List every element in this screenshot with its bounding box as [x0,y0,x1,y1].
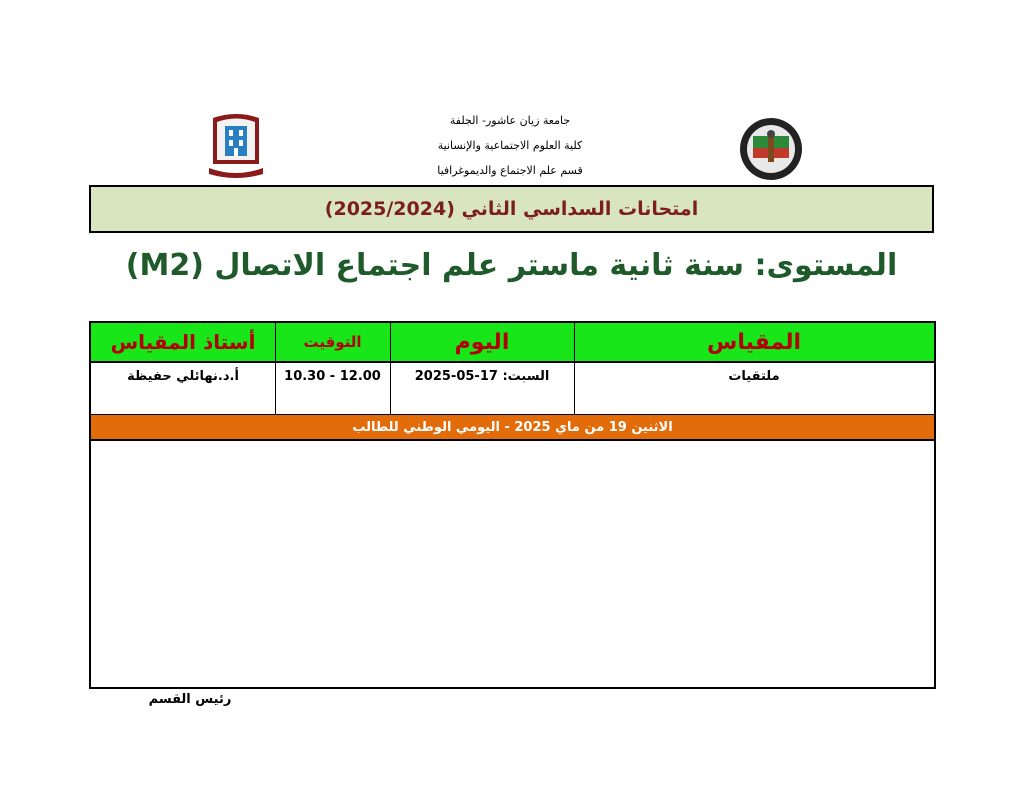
header-day: اليوم [454,329,510,355]
department-name: قسم علم الاجتماع والديموغرافيا [437,164,583,177]
faculty-logo [205,112,267,180]
cell-time: 10.30 - 12.00 [284,369,381,384]
cell-professor: أ.د.نهائلي حفيظة [127,369,239,384]
department-head-signature: رئيس القسم [148,692,232,707]
faculty-name: كلية العلوم الاجتماعية والإنسانية [437,139,583,152]
exam-schedule-table [89,321,936,689]
semester-title-box [89,185,934,233]
university-name: جامعة زيان عاشور- الجلفة [449,114,571,127]
header-time: التوقيت [303,333,362,351]
cell-subject: ملتقيات [728,369,780,384]
table-row [91,363,934,415]
header-subject: المقياس [707,329,801,355]
table-header-row [91,323,934,363]
column-divider [390,323,391,415]
university-seal [738,116,804,182]
level-title: المستوى: سنة ثانية ماستر علم اجتماع الاتصال (M2) [125,247,898,283]
university-header [400,108,620,183]
column-divider [574,323,575,415]
semester-title: امتحانات السداسي الثاني (2025/2024) [324,198,699,220]
holiday-notice: الاثنين 19 من ماي 2025 - اليومي الوطني للطالب [91,415,934,441]
header-professor: أستاذ المقياس [110,330,256,354]
cell-day: السبت: 17-05-2025 [414,369,550,384]
column-divider [275,323,276,415]
